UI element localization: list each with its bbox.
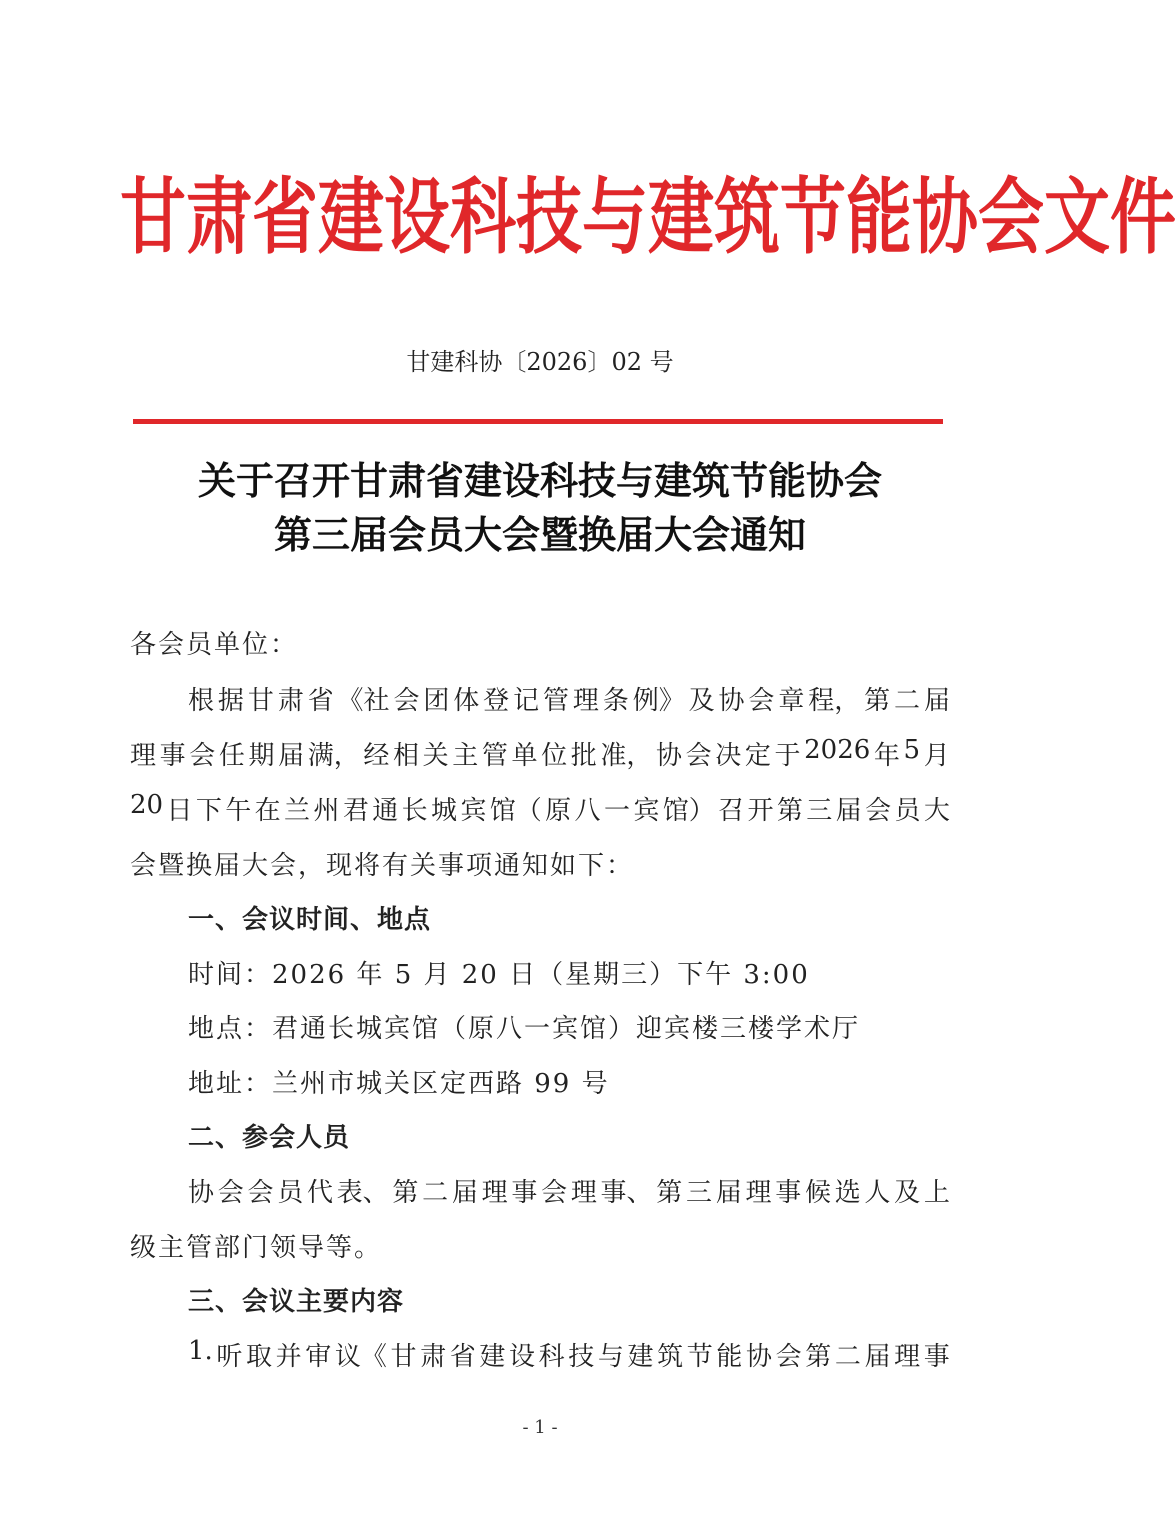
text-segment: 设 <box>509 1342 536 1372</box>
text-segment: 二 <box>894 686 921 716</box>
text-segment: 建 <box>479 1342 506 1372</box>
text-segment: 理 <box>894 1342 921 1372</box>
masthead-char: 件 <box>1110 169 1176 266</box>
text-segment: 2026 <box>804 735 871 765</box>
text-segment: 代 <box>306 1178 333 1208</box>
text-segment: 5 <box>903 735 921 765</box>
text-segment: 程， <box>808 686 861 716</box>
text-segment: 下 <box>195 796 222 826</box>
text-segment: 馆（ <box>489 796 542 826</box>
text-segment: 二 <box>834 1342 861 1372</box>
masthead-title <box>120 158 1176 278</box>
masthead-char: 能 <box>846 169 912 266</box>
text-segment: 宾 <box>460 796 487 826</box>
masthead-char: 技 <box>516 169 582 266</box>
text-segment: 馆） <box>662 796 715 826</box>
text-segment: 取 <box>246 1342 273 1372</box>
text-segment: 州 <box>313 796 340 826</box>
text-segment: 建 <box>627 1342 654 1372</box>
text-segment: 君 <box>342 796 369 826</box>
attendees-line-2: 级主管部门领导等。 <box>130 1233 383 1263</box>
content-item-1 <box>188 1336 950 1373</box>
meeting-address: 地址：兰州市城关区定西路 99 号 <box>188 1069 610 1099</box>
masthead-char: 与 <box>582 169 648 266</box>
text-segment: 理 <box>570 1178 597 1208</box>
paragraph-1-line-1 <box>188 680 950 717</box>
text-segment: 协 <box>718 686 745 716</box>
text-segment: 协 <box>188 1178 215 1208</box>
text-segment: 会 <box>748 686 775 716</box>
text-segment: 据 <box>217 686 244 716</box>
text-segment: 事 <box>775 1178 802 1208</box>
text-segment: 协 <box>656 741 683 771</box>
text-segment: 单 <box>511 741 538 771</box>
text-segment: 团 <box>423 686 450 716</box>
masthead-char: 文 <box>1044 169 1110 266</box>
text-segment: 第 <box>864 686 891 716</box>
text-segment: 理 <box>130 741 157 771</box>
text-segment: 节 <box>686 1342 713 1372</box>
text-segment: 记 <box>513 686 540 716</box>
masthead-char: 设 <box>384 169 450 266</box>
text-segment: 日 <box>166 796 193 826</box>
text-segment: 召 <box>718 796 745 826</box>
text-segment: 事 <box>511 1178 538 1208</box>
text-segment: 能 <box>716 1342 743 1372</box>
text-segment: 二 <box>422 1178 449 1208</box>
masthead-char: 筑 <box>714 169 780 266</box>
text-segment: 会 <box>247 1178 274 1208</box>
text-segment: 第 <box>776 796 803 826</box>
text-segment: 理 <box>745 1178 772 1208</box>
text-segment: 于 <box>774 741 801 771</box>
text-segment: 事 <box>923 1342 950 1372</box>
masthead-char: 协 <box>912 169 978 266</box>
text-segment: 届 <box>835 796 862 826</box>
text-segment: 届 <box>451 1178 478 1208</box>
text-segment: 并 <box>275 1342 302 1372</box>
meeting-place: 地点：君通长城宾馆（原八一宾馆）迎宾楼三楼学术厅 <box>188 1014 861 1044</box>
text-segment: 原 <box>545 796 572 826</box>
text-segment: 第 <box>392 1178 419 1208</box>
text-segment: 届 <box>278 741 305 771</box>
text-segment: 员 <box>277 1178 304 1208</box>
text-segment: 筑 <box>657 1342 684 1372</box>
text-segment: 会 <box>685 741 712 771</box>
text-segment: 协 <box>746 1342 773 1372</box>
text-segment: 届 <box>923 686 950 716</box>
text-segment: 长 <box>401 796 428 826</box>
text-segment: 《社 <box>337 686 390 716</box>
paragraph-1-line-2 <box>130 735 950 772</box>
page-number: - 1 - <box>522 1417 558 1438</box>
text-segment: 第 <box>656 1178 683 1208</box>
text-segment: 技 <box>568 1342 595 1372</box>
text-segment: 理 <box>481 1178 508 1208</box>
text-segment: 届 <box>864 1342 891 1372</box>
text-segment: 理 <box>572 686 599 716</box>
text-segment: 会 <box>541 1178 568 1208</box>
text-segment: 位 <box>541 741 568 771</box>
red-divider-line <box>133 419 943 424</box>
text-segment: 相 <box>393 741 420 771</box>
text-segment: 关 <box>422 741 449 771</box>
masthead-char: 节 <box>780 169 846 266</box>
paragraph-1-line-4: 会暨换届大会，现将有关事项通知如下： <box>130 851 635 881</box>
text-segment: 月 <box>923 741 950 771</box>
text-segment: 省 <box>307 686 334 716</box>
section-1-heading: 一、会议时间、地点 <box>188 905 432 935</box>
section-3-heading: 三、会议主要内容 <box>188 1287 405 1317</box>
section-2-heading: 二、参会人员 <box>188 1123 351 1153</box>
text-segment: 与 <box>597 1342 624 1372</box>
text-segment: 会 <box>775 1342 802 1372</box>
text-segment: 管 <box>542 686 569 716</box>
text-segment: 章 <box>778 686 805 716</box>
meeting-time: 时间：2026 年 5 月 20 日（星期三）下午 3:00 <box>188 960 810 990</box>
text-segment: 午 <box>225 796 252 826</box>
notice-title-line-1: 关于召开甘肃省建设科技与建筑节能协会 <box>197 459 882 503</box>
text-segment: 甘 <box>247 686 274 716</box>
text-segment: 人 <box>864 1178 891 1208</box>
text-segment: 任 <box>218 741 245 771</box>
text-segment: 条 <box>602 686 629 716</box>
masthead-char: 会 <box>978 169 1044 266</box>
text-segment: 会 <box>393 686 420 716</box>
text-segment: 年 <box>873 741 900 771</box>
text-segment: 经 <box>363 741 390 771</box>
notice-title-line-2: 第三届会员大会暨换届大会通知 <box>273 513 806 557</box>
text-segment: 事、 <box>600 1178 653 1208</box>
text-segment: 表、 <box>336 1178 389 1208</box>
text-segment: 大 <box>923 796 950 826</box>
notice-title <box>0 454 1080 562</box>
text-segment: 通 <box>372 796 399 826</box>
masthead-char: 省 <box>252 169 318 266</box>
text-segment: 肃 <box>420 1342 447 1372</box>
text-segment: 1. <box>188 1336 213 1366</box>
text-segment: 批 <box>570 741 597 771</box>
text-segment: 例》 <box>632 686 685 716</box>
text-segment: 候 <box>804 1178 831 1208</box>
text-segment: 届 <box>715 1178 742 1208</box>
text-segment: 20 <box>130 790 164 820</box>
text-segment: 肃 <box>277 686 304 716</box>
text-segment: 选 <box>834 1178 861 1208</box>
text-segment: 决 <box>715 741 742 771</box>
document-number: 甘建科协〔2026〕02 号 <box>406 348 674 376</box>
text-segment: 根 <box>188 686 215 716</box>
text-segment: 员 <box>894 796 921 826</box>
text-segment: 及 <box>894 1178 921 1208</box>
text-segment: 在 <box>254 796 281 826</box>
text-segment: 甘 <box>390 1342 417 1372</box>
masthead-char: 科 <box>450 169 516 266</box>
text-segment: 审 <box>305 1342 332 1372</box>
text-segment: 议《 <box>334 1342 387 1372</box>
masthead-char: 肃 <box>186 169 252 266</box>
salutation: 各会员单位： <box>130 630 299 660</box>
text-segment: 兰 <box>284 796 311 826</box>
text-segment: 八 <box>574 796 601 826</box>
text-segment: 三 <box>686 1178 713 1208</box>
text-segment: 听 <box>216 1342 243 1372</box>
text-segment: 主 <box>452 741 479 771</box>
text-segment: 及 <box>688 686 715 716</box>
text-segment: 科 <box>538 1342 565 1372</box>
paragraph-1-line-3 <box>130 790 950 827</box>
text-segment: 会 <box>189 741 216 771</box>
text-segment: 一 <box>603 796 630 826</box>
text-segment: 满， <box>307 741 360 771</box>
text-segment: 准， <box>600 741 653 771</box>
text-segment: 城 <box>430 796 457 826</box>
text-segment: 第 <box>805 1342 832 1372</box>
masthead-char: 甘 <box>120 169 186 266</box>
text-segment: 上 <box>923 1178 950 1208</box>
attendees-line-1 <box>188 1172 950 1209</box>
text-segment: 省 <box>449 1342 476 1372</box>
text-segment: 定 <box>744 741 771 771</box>
text-segment: 三 <box>806 796 833 826</box>
text-segment: 管 <box>481 741 508 771</box>
text-segment: 会 <box>865 796 892 826</box>
text-segment: 期 <box>248 741 275 771</box>
text-segment: 开 <box>747 796 774 826</box>
text-segment: 会 <box>217 1178 244 1208</box>
text-segment: 事 <box>159 741 186 771</box>
text-segment: 登 <box>483 686 510 716</box>
masthead-char: 建 <box>318 169 384 266</box>
text-segment: 宾 <box>633 796 660 826</box>
text-segment: 体 <box>453 686 480 716</box>
masthead-char: 建 <box>648 169 714 266</box>
